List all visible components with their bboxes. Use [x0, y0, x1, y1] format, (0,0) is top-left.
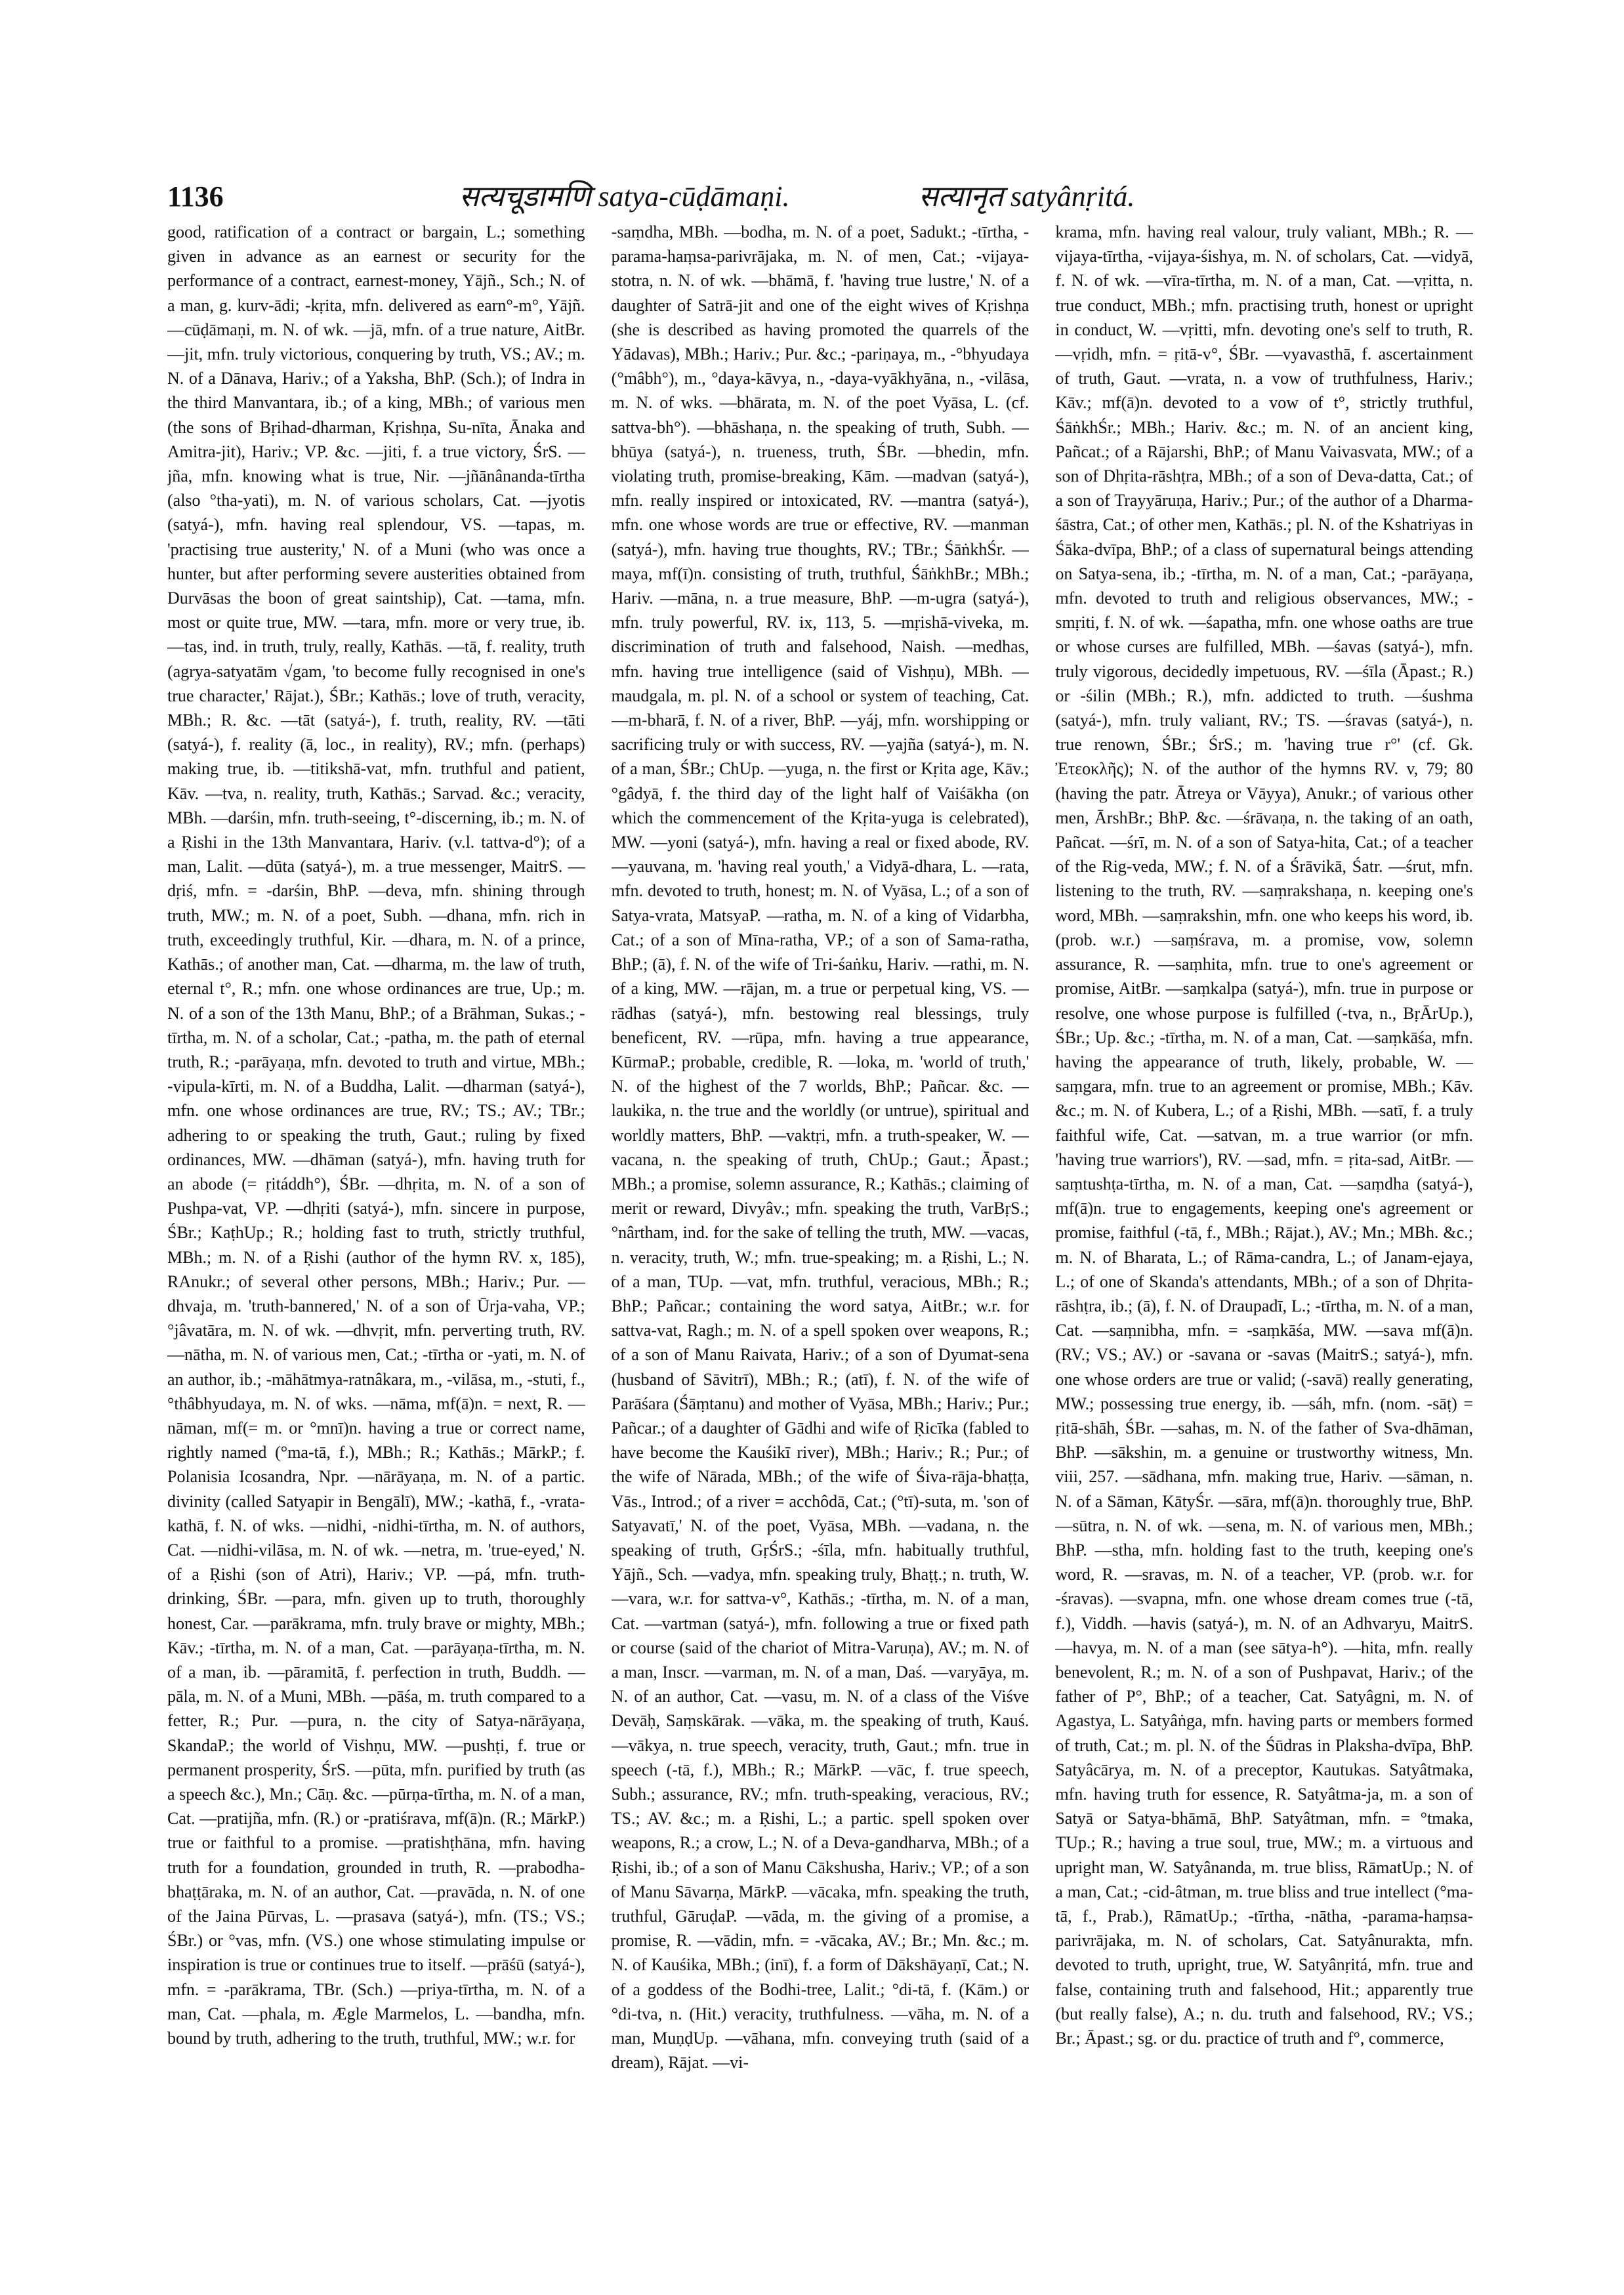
column-text: krama, mfn. having real valour, truly valiant, MBh.; R. —vijaya-tīrtha, -vijaya-śishya, m. N. of scholars, Cat. —vidyā, f. N. of wk. —vīra-tīrtha, m. N. of a man, Cat. —vṛitta, n. true conduct, MBh.; mfn. practising truth, honest or upright in conduct, W. —vṛitti, mfn. devoting one's self to truth, R. —vṛidh, mfn. = ṛitā-v°, ŚBr. —vyavasthā, f. ascertainment of truth, Gaut. —vrata, n. a vow of truthfulness, Hariv.; Kāv.; mf(ā)n. devoted to a vow of t°, strictly truthful, ŚāṅkhŚr.; MBh.; Hariv. &c.; m. N. of an ancient king, Pañcat.; of a Rājarshi, BhP.; of Manu Vaivasvata, MW.; of a son of Dhṛita-rāshṭra, MBh.; of a son of Deva-datta, Cat.; of a son of Trayyāruṇa, Hariv.; Pur.; of the author of a Dharma-śāstra, Cat.; of other men, Kathās.; pl. N. of the Kshatriyas in Śāka-dvīpa, BhP.; of a class of supernatural beings attending on Satya-sena, ib.; -tīrtha, m. N. of a man, Cat.; -parāyaṇa, mfn. devoted to truth and religious observances, MW.; -smṛiti, f. N. of wk. —śapatha, mfn. one whose oaths are true or whose curses are fulfilled, MBh. —śavas (satyá-), mfn. truly vigorous, decidedly impetuous, RV. —śīla (Āpast.; R.) or -śilin (MBh.; R.), mfn. addicted to truth. —śushma (satyá-), mfn. truly valiant, RV.; TS. —śravas (satyá-), n. true renown, ŚBr.; ŚrS.; m. 'having true r°' (cf. Gk. Ἐτεοκλῆς); N. of the author of the hymns RV. v, 79; 80 (having the patr. Ātreya or Vāyya), Anukr.; of various other men, ĀrshBr.; BhP. &c. —śrāvaṇa, n. the taking of an oath, Pañcat. —śrī, m. N. of a son of Satya-hita, Cat.; of a teacher of the Rig-veda, MW.; f. N. of a Śrāvikā, Śatr. —śrut, mfn. listening to the truth, RV. —saṃrakshaṇa, n. keeping one's word, MBh. —saṃrakshin, mfn. one who keeps his word, ib. (prob. w.r.) —saṃśrava, m. a promise, vow, solemn assurance, R. —saṃhita, mfn. true to one's agreement or promise, AitBr. —saṃkalpa (satyá-), mfn. true in purpose or resolve, one whose purpose is fulfilled (-tva, n., BṛĀrUp.), ŚBr.; Up. &c.; -tīrtha, m. N. of a man, Cat. —saṃkāśa, mfn. having the appearance of truth, likely, probable, W. —saṃgara, mfn. true to an agreement or promise, MBh.; Kāv. &c.; m. N. of Kubera, L.; of a Ṛishi, MBh. —satī, f. a truly faithful wife, Cat. —satvan, m. a true warrior (or mfn. 'having true warriors'), RV. —sad, mfn. = ṛita-sad, AitBr. —saṃtushṭa-tīrtha, m. N. of a man, Cat. —saṃdha (satyá-), mf(ā)n. true to engagements, keeping one's agreement or promise, faithful (-tā, f., MBh.; Rājat.), AV.; Mn.; MBh. &c.; m. N. of Bharata, L.; of Rāma-candra, L.; of Janam-ejaya, L.; of one of Skanda's attendants, MBh.; of a son of Dhṛita-rāshṭra, ib.; (ā), f. N. of Draupadī, L.; -tīrtha, m. N. of a man, Cat. —saṃnibha, mfn. = -saṃkāśa, MW. —sava mf(ā)n. (RV.; VS.; AV.) or -savana or -savas (MaitrS.; satyá-), mfn. one whose orders are true or valid; (-savā) really generating, MW.; possessing true energy, ib. —sáh, mfn. (nom. -sāṭ) = ṛitā-shāh, ŚBr. —sahas, m. N. of the father of Sva-dhāman, BhP. —sākshin, m. a genuine or trustworthy witness, Mn. viii, 257. —sādhana, mfn. making true, Hariv. —sāman, n. N. of a Sāman, KātyŚr. —sāra, mf(ā)n. thoroughly true, BhP. —sūtra, n. N. of wk. —sena, m. N. of various men, MBh.; BhP. —stha, mfn. holding fast to the truth, keeping one's word, R. —sravas, m. N. of a teacher, VP. (prob. w.r. for -śravas). —svapna, mfn. one whose dream comes true (-tā, f.), Viddh. —havis (satyá-), m. N. of an Adhvaryu, MaitrS. —havya, m. N. of a man (see sātya-h°). —hita, mfn. really benevolent, R.; m. N. of a son of Pushpavat, Hariv.; of the father of P°, BhP.; of a teacher, Cat. Satyâgni, m. N. of Agastya, L. Satyâṅga, mfn. having parts or members formed of truth, Cat.; m. pl. N. of the Śūdras in Plaksha-dvīpa, BhP. Satyâcārya, m. N. of a preceptor, Kautukas. Satyâtmaka, mfn. having truth for essence, R. Satyâtma-ja, m. a son of Satyā or Satya-bhāmā, BhP. Satyâtman, mfn. = °tmaka, TUp.; R.; having a true soul, true, MW.; m. a virtuous and upright man, W. Satyânanda, m. true bliss, RāmatUp.; N. of a man, Cat.; -cid-âtman, m. true bliss and true intellect (°ma-tā, f., Prab.), RāmatUp.; -tīrtha, -nātha, -parama-haṃsa-parivrājaka, m. N. of scholars, Cat. Satyânurakta, mfn. devoted to truth, upright, true, W. Satyânṛitá, mfn. true and false, containing truth and falsehood, Hit.; apparently true (but really false), A.; n. du. truth and falsehood, RV.; VS.; Br.; Āpast.; sg. or du. practice of truth and f°, commerce, — [1055, 222, 1474, 2048]
page-header — [167, 177, 1473, 217]
column-text: -saṃdha, MBh. —bodha, m. N. of a poet, Sadukt.; -tīrtha, -parama-haṃsa-parivrājaka, m. N. of men, Cat.; -vijaya-stotra, n. N. of wk. —bhāmā, f. 'having true lustre,' N. of a daughter of Satrā-jit and one of the eight wives of Kṛishṇa (she is described as having promoted the quarrels of the Yādavas), MBh.; Hariv.; Pur. &c.; -pariṇaya, m., -°bhyudaya (°mâbh°), m., °daya-kāvya, n., -daya-vyākhyāna, n., -vilāsa, m. N. of wks. —bhārata, m. N. of the poet Vyāsa, L. (cf. sattva-bh°). —bhāshaṇa, n. the speaking of truth, Subh. —bhūya (satyá-), n. trueness, truth, ŚBr. —bhedin, mfn. violating truth, promise-breaking, Kām. —madvan (satyá-), mfn. really inspired or intoxicated, RV. —mantra (satyá-), mfn. one whose words are true or effective, RV. —manman (satyá-), mfn. having true thoughts, RV.; TBr.; ŚāṅkhŚr. —maya, mf(ī)n. consisting of truth, truthful, ŚāṅkhBr.; MBh.; Hariv. —māna, n. a true measure, BhP. —m-ugra (satyá-), mfn. truly powerful, RV. ix, 113, 5. —mṛishā-viveka, m. discrimination of truth and falsehood, Naish. —medhas, mfn. having true intelligence (said of Vishṇu), MBh. —maudgala, m. pl. N. of a school or system of teaching, Cat. —m-bharā, f. N. of a river, BhP. —yáj, mfn. worshipping or sacrificing truly or with success, RV. —yajña (satyá-), m. N. of a man, ŚBr.; ChUp. —yuga, n. the first or Kṛita age, Kāv.; °gâdyā, f. the third day of the light half of Vaiśākha (on which the commencement of the Kṛita-yuga is celebrated), MW. —yoni (satyá-), mfn. having a real or fixed abode, RV. —yauvana, m. 'having real youth,' a Vidyā-dhara, L. —rata, mfn. devoted to truth, honest; m. N. of Vyāsa, L.; of a son of Satya-vrata, MatsyaP. —ratha, m. N. of a king of Vidarbha, Cat.; of a son of Mīna-ratha, VP.; of a son of Sama-ratha, BhP.; (ā), f. N. of the wife of Tri-śaṅku, Hariv. —rathi, m. N. of a king, MW. —rājan, m. a true or perpetual king, VS. —rādhas (satyá-), mfn. bestowing real blessings, truly beneficent, RV. —rūpa, mfn. having a true appearance, KūrmaP.; probable, credible, R. —loka, m. 'world of truth,' N. of the highest of the 7 worlds, BhP.; Pañcar. &c. —laukika, n. the true and the worldly (or untrue), spiritual and worldly matters, BhP. —vaktṛi, mfn. a truth-speaker, W. —vacana, n. the speaking of truth, ChUp.; Gaut.; Āpast.; MBh.; a promise, solemn assurance, R.; Kathās.; claiming of merit or reward, Divyâv.; mfn. speaking the truth, VarBṛS.; °nârtham, ind. for the sake of telling the truth, MW. —vacas, n. veracity, truth, W.; mfn. true-speaking; m. a Ṛishi, L.; N. of a man, TUp. —vat, mfn. truthful, veracious, MBh.; R.; BhP.; Pañcar.; containing the word satya, AitBr.; w.r. for sattva-vat, Ragh.; m. N. of a spell spoken over weapons, R.; of a son of Manu Raivata, Hariv.; of a son of Dyumat-sena (husband of Sāvitrī), MBh.; R.; (atī), f. N. of the wife of Parāśara (Śāṃtanu) and mother of Vyāsa, MBh.; Hariv.; Pur.; Pañcar.; of a daughter of Gādhi and wife of Ṛicīka (fabled to have become the Kauśikī river), MBh.; Hariv.; R.; Pur.; of the wife of Nārada, MBh.; of the wife of Śiva-rāja-bhaṭṭa, Vās., Introd.; of a river = acchôdā, Cat.; (°tī)-suta, m. 'son of Satyavatī,' N. of the poet, Vyāsa, MBh. —vadana, n. the speaking of truth, GṛŚrS.; -śīla, mfn. habitually truthful, Yājñ., Sch. —vadya, mfn. speaking truly, Bhaṭṭ.; n. truth, W. —vara, w.r. for sattva-v°, Kathās.; -tīrtha, m. N. of a man, Cat. —vartman (satyá-), mfn. following a true or fixed path or course (said of the chariot of Mitra-Varuṇa), AV.; m. N. of a man, Inscr. —varman, m. N. of a man, Daś. —varyāya, m. N. of an author, Cat. —vasu, m. N. of a class of the Viśve Devāḥ, Saṃskārak. —vāka, m. the speaking of truth, Kauś. —vākya, n. true speech, veracity, truth, Gaut.; mfn. true in speech (-tā, f.), MBh.; R.; MārkP. —vāc, f. true speech, Subh.; assurance, RV.; mfn. truth-speaking, veracious, RV.; TS.; AV. &c.; m. a Ṛishi, L.; a partic. spell spoken over weapons, R.; a crow, L.; N. of a Deva-gandharva, MBh.; of a Ṛishi, ib.; of a son of Manu Cākshusha, Hariv.; VP.; of a son of Manu Sāvarṇa, MārkP. —vācaka, mfn. speaking the truth, truthful, GāruḍaP. —vāda, m. the giving of a promise, a promise, R. —vādin, mfn. = -vācaka, AV.; Br.; Mn. &c.; m. N. of Kauśika, MBh.; (inī), f. a form of Dākshāyaṇī, Cat.; N. of a goddess of the Bodhi-tree, Lalit.; °di-tā, f. (Kām.) or °di-tva, n. (Hit.) veracity, truthfulness. —vāha, m. N. of a man, MuṇḍUp. —vāhana, mfn. conveying truth (said of a dream), Rājat. —vi- — [611, 222, 1030, 2073]
column-left — [167, 220, 585, 2234]
column-text: good, ratification of a contract or bargain, L.; something given in advance as an earnest or security for the performance of a contract, earnest-money, Yājñ., Sch.; N. of a man, g. kurv-ādi; -kṛita, mfn. delivered as earn°-m°, Yājñ. —cūḍāmaṇi, m. N. of wk. —jā, mfn. of a true nature, AitBr. —jit, mfn. truly victorious, conquering by truth, VS.; AV.; m. N. of a Dānava, Hariv.; of a Yaksha, BhP. (Sch.); of Indra in the third Manvantara, ib.; of a king, MBh.; of various men (the sons of Bṛihad-dharman, Kṛishṇa, Su-nīta, Ānaka and Amitra-jit), Hariv.; VP. &c. —jiti, f. a true victory, ŚrS. —jña, mfn. knowing what is true, Nir. —jñānânanda-tīrtha (also °tha-yati), m. N. of various scholars, Cat. —jyotis (satyá-), mfn. having real splendour, VS. —tapas, m. 'practising true austerity,' N. of a Muni (who was once a hunter, but after performing severe austerities obtained from Durvāsas the boon of great saintship), Cat. —tama, mfn. most or quite true, MW. —tara, mfn. more or very true, ib. —tas, ind. in truth, truly, really, Kathās. —tā, f. reality, truth (agrya-satyatām √gam, 'to become fully recognised in one's true character,' Rājat.), ŚBr.; Kathās.; love of truth, veracity, MBh.; R. &c. —tāt (satyá-), f. truth, reality, RV. —tāti (satyá-), f. reality (ā, loc., in reality), RV.; mfn. (perhaps) making true, ib. —titikshā-vat, mfn. truthful and patient, Kāv. —tva, n. reality, truth, Kathās.; Sarvad. &c.; veracity, MBh. —darśin, mfn. truth-seeing, t°-discerning, ib.; m. N. of a Ṛishi in the 13th Manvantara, Hariv. (v.l. tattva-d°); of a man, Lalit. —dūta (satyá-), m. a true messenger, MaitrS. —dṛiś, mfn. = -darśin, BhP. —deva, mfn. shining through truth, MW.; m. N. of a poet, Subh. —dhana, mfn. rich in truth, exceedingly truthful, Kir. —dhara, m. N. of a prince, Kathās.; of another man, Cat. —dharma, m. the law of truth, eternal t°, R.; mfn. one whose ordinances are true, Up.; m. N. of a son of the 13th Manu, BhP.; of a Brāhman, Sukas.; -tīrtha, m. N. of a scholar, Cat.; -patha, m. the path of eternal truth, R.; -parāyaṇa, mfn. devoted to truth and virtue, MBh.; -vipula-kīrti, m. N. of a Buddha, Lalit. —dharman (satyá-), mfn. one whose ordinances are true, RV.; TS.; AV.; TBr.; adhering to or speaking the truth, Gaut.; ruling by fixed ordinances, MW. —dhāman (satyá-), mfn. having truth for an abode (= ṛitáddh°), ŚBr. —dhṛita, m. N. of a son of Pushpa-vat, VP. —dhṛiti (satyá-), mfn. sincere in purpose, ŚBr.; KaṭhUp.; R.; holding fast to truth, strictly truthful, MBh.; m. N. of a Ṛishi (author of the hymn RV. x, 185), RAnukr.; of several other persons, MBh.; Hariv.; Pur. —dhvaja, m. 'truth-bannered,' N. of a son of Ūrja-vaha, VP.; °jâvatāra, m. N. of wk. —dhvṛit, mfn. perverting truth, RV. —nātha, m. N. of various men, Cat.; -tīrtha or -yati, m. N. of an author, ib.; -māhātmya-ratnâkara, m., -vilāsa, m., -stuti, f., °thâbhyudaya, m. N. of wks. —nāma, mf(ā)n. = next, R. —nāman, mf(= m. or °mnī)n. having a true or correct name, rightly named (°ma-tā, f.), MBh.; R.; Kathās.; MārkP.; f. Polanisia Icosandra, Npr. —nārāyaṇa, m. N. of a partic. divinity (called Satyapir in Bengālī), MW.; -kathā, f., -vrata-kathā, f. N. of wks. —nidhi, -nidhi-tīrtha, m. N. of authors, Cat. —nidhi-vilāsa, m. N. of wk. —netra, m. 'true-eyed,' N. of a Ṛishi (son of Atri), Hariv.; VP. —pá, mfn. truth-drinking, ŚBr. —para, mfn. given up to truth, thoroughly honest, Car. —parākrama, mfn. truly brave or mighty, MBh.; Kāv.; -tīrtha, m. N. of a man, Cat. —parāyaṇa-tīrtha, m. N. of a man, ib. —pāramitā, f. perfection in truth, Buddh. —pāla, m. N. of a Muni, MBh. —pāśa, m. truth compared to a fetter, R.; Pur. —pura, n. the city of Satya-nārāyaṇa, SkandaP.; the world of Vishṇu, MW. —pushṭi, f. true or permanent prosperity, ŚrS. —pūta, mfn. purified by truth (as a speech &c.), Mn.; Cāṇ. &c. —pūrṇa-tīrtha, m. N. of a man, Cat. —pratijña, mfn. (R.) or -pratiśrava, mf(ā)n. (R.; MārkP.) true or faithful to a promise. —pratishṭhāna, mfn. having truth for a foundation, grounded in truth, R. —prabodha-bhaṭṭāraka, m. N. of an author, Cat. —pravāda, n. N. of one of the Jaina Pūrvas, L. —prasava (satyá-), mfn. (TS.; VS.; ŚBr.) or °vas, mfn. (VS.) one whose stimulating impulse or inspiration is true or continues true to itself. —prāśū (satyá-), mfn. = -parākrama, TBr. (Sch.) —priya-tīrtha, m. N. of a man, Cat. —phala, m. Ægle Marmelos, L. —bandha, mfn. bound by truth, adhering to the truth, truthful, MW.; w.r. for — [167, 222, 585, 2048]
column-right — [1055, 220, 1473, 2234]
page-number: 1136 — [167, 180, 224, 213]
column-middle — [612, 220, 1030, 2234]
right-running-headword: सत्यानृत satyânṛitá. — [919, 180, 1135, 213]
text-columns — [167, 220, 1473, 2234]
left-running-headword: सत्यचूडामणि satya-cūḍāmaṇi. — [459, 180, 790, 213]
